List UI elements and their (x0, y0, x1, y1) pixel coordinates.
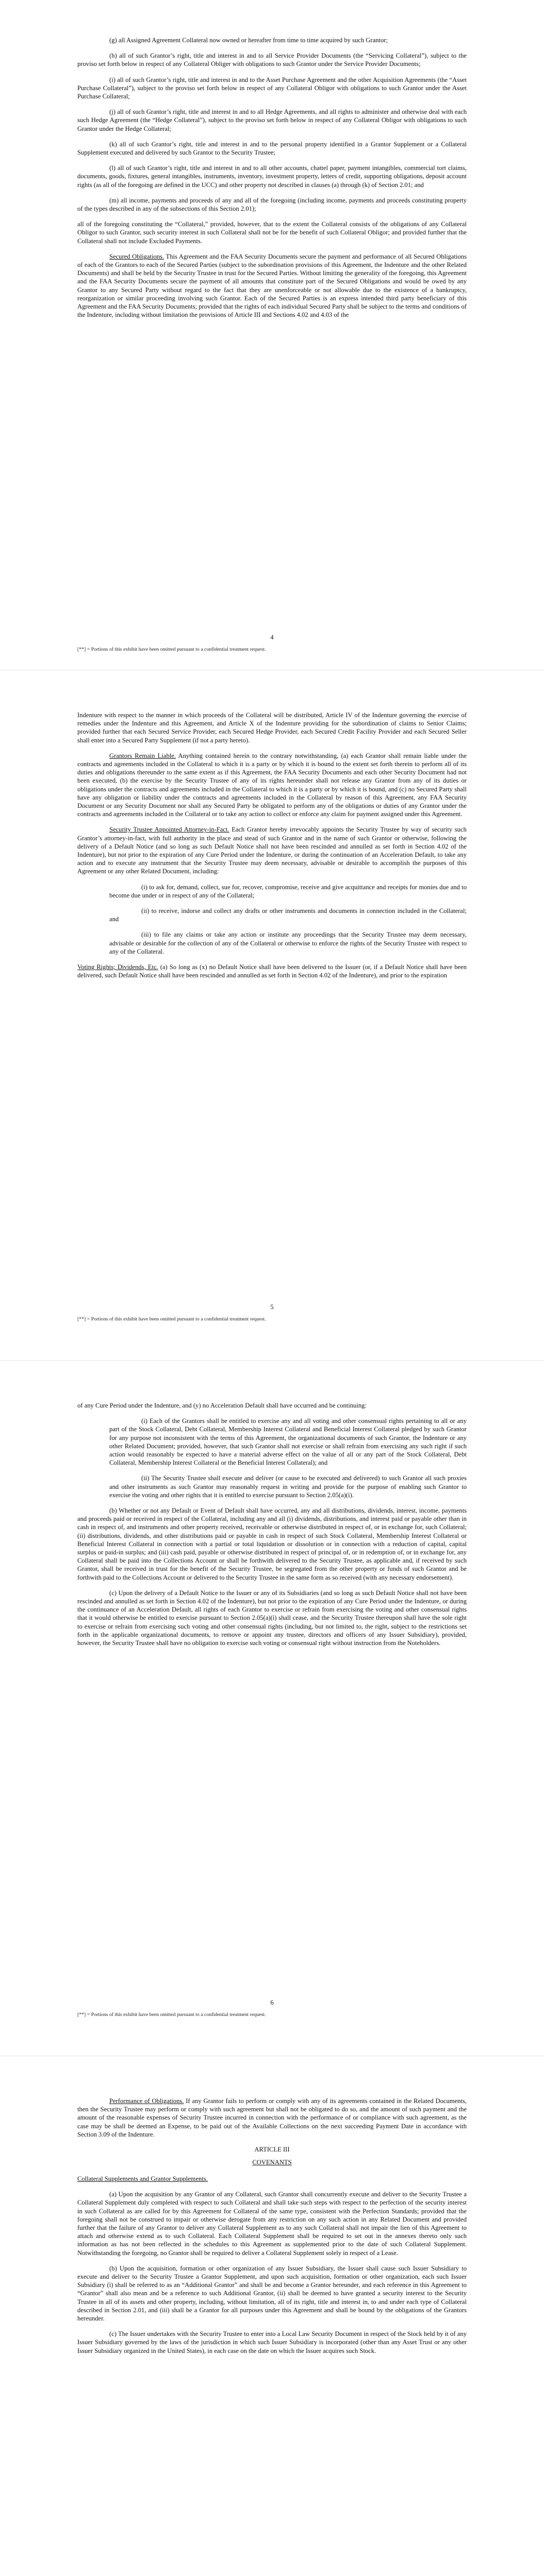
attorney-in-fact-section (77, 825, 467, 875)
grantors-remain-liable-heading: Grantors Remain Liable. (109, 752, 176, 759)
page-separator (0, 1360, 544, 1361)
performance-heading: Performance of Obligations. (109, 2097, 184, 2105)
attorney-in-fact-heading: Security Trustee Appointed Attorney-in-Fact. (109, 826, 229, 834)
clause-h: (h) all of such Grantor’s right, title and interest in and to all Service Provider Documents (the “Servicing Collateral”), subject to the proviso set forth below in respect of any Collateral Obliger with obligations to such Grantor under the Service Provider Documents; (77, 52, 467, 68)
document-page-3 (0, 1381, 544, 2050)
page-number: 5 (270, 1303, 274, 1311)
supplements-clause-a: (a) Upon the acquisition by any Grantor of any Collateral, such Grantor shall concurrently execute and deliver to the Security Trustee a Collateral Supplement duly completed with respect to such Collateral and shall take such steps with respect to the perfection of the security interest in such Collateral as are called for by this Agreement for Collateral of the same type, consistent with the Perfection Standards; provided that the foregoing shall not be construed to impair or otherwise derogate from any restriction on any such action in any Related Document and provided further that the failure of any Grantor to deliver any Collateral Supplement as to any such Collateral shall not impair the lien of this Agreement to attach and otherwise extend as to such Collateral. Each Collateral Supplement shall be required to set out in the annexes thereto only such information as has not been reflected in the schedules to this Agreement as supplemented prior to the date of such Collateral Supplement. Notwithstanding the foregoing, no Grantor shall be required to deliver a Collateral Supplement solely in respect of a Lease. (77, 2191, 467, 2257)
voting-rights-body: (a) So long as (x) no Default Notice shall have been delivered to the Issuer (or, if a Default Notice shall have been delivered, such Default Notice shall have been rescinded and annulled as set forth in Section 4.02 of the Indenture), and prior to the expiration (77, 963, 467, 979)
performance-body: If any Grantor fails to perform or comply with any of its agreements contained in the Related Documents, then the Security Trustee may perform or comply with such agreement but shall not be obligated to do so, and the amount of such payment and the amount of the reasonable expenses of Security Trustee incurred in connection with the performance of or compliance with such agreement, as the case may be shall be deemed an Expense, to be paid out of the Available Collections on the next succeeding Payment Date in accordance with Section 3.09 of the Indenture. (77, 2097, 467, 2138)
clause-m: (m) all income, payments and proceeds of any and all of the foregoing (including income, payments and proceeds constituting property of the types described in any of the subsections of this Section 2.01); (77, 196, 467, 213)
covenants-heading: COVENANTS (252, 2159, 292, 2166)
article-heading: ARTICLE III (254, 2146, 290, 2154)
voting-rights-heading: Voting Rights; Dividends, Etc. (77, 963, 158, 971)
clause-l: (l) all of such Grantor’s right, title and interest in and to all other accounts, chattel paper, payment intangibles, commercial tort claims, documents, goods, fixtures, general intangibles, instruments, inventory, investment property, letters of credit, supporting obligations, deposit account rights (as all of the foregoing are defined in the UCC) and other property not described in clauses (a) through (k) of Section 2.01; and (77, 164, 467, 189)
grantors-remain-liable-section (77, 752, 467, 819)
supplements-clause-b: (b) Upon the acquisition, formation or other organization of any Issuer Subsidiary, the Issuer shall cause such Issuer Subsidiary to execute and deliver to the Security Trustee a Grantor Supplement, and upon such acquisition, formation or other organization, each such Issuer Subsidiary (i) shall be referred to as an “Additional Grantor” and shall be and become a Grantor hereunder, and each reference in this Agreement to “Grantor” shall also mean and be a reference to such Additional Grantor, (ii) shall be deemed to have granted a security interest to the Security Trustee in all of its assets and other property, including, without limitation, all of its right, title and interest in, to and under each type of Collateral described in Section 2.01, and (iii) shall be a Grantor for all purposes under this Agreement and shall be bound by the obligations of the Grantors hereunder. (77, 2264, 467, 2323)
clause-g: (g) all Assigned Agreement Collateral now owned or hereafter from time to time acquired by such Grantor; (109, 37, 388, 44)
voting-clause-a-ii: (ii) The Security Trustee shall execute and deliver (or cause to be executed and delivered) to such Grantor all such proxies and other instruments as such Grantor may reasonably request in writing and provide for the purpose of enabling such Grantor to exercise the voting and other rights that it is entitled to exercise pursuant to Section 2.05(a)(i). (109, 1475, 467, 1499)
page-number: 6 (270, 1999, 274, 2006)
clause-k: (k) all of such Grantor’s right, title and interest in and to the personal property identified in a Grantor Supplement or a Collateral Supplement executed and delivered by such Grantor to the Security Trustee; (77, 140, 467, 157)
document-page-2 (0, 690, 544, 1355)
supplements-clause-c: (c) The Issuer undertakes with the Security Trustee to enter into a Local Law Security Document in respect of the Stock held by it of any Issuer Subsidiary governed by the laws of the jurisdiction in which such Issuer Subsidiary is incorporated (other than any Asset Trust or any other Issuer Subsidiary organized in the United States), in each case on the date on which the Issuer acquires such Stock. (77, 2330, 467, 2354)
continued-paragraph: Indenture with respect to the manner in which proceeds of the Collateral will be distributed, Article IV of the Indenture governing the exercise of remedies under the Indenture and this Agreement, and Article X of the Indenture providing for the subordination of claims to Senior Claims; provided further that each Secured Service Provider, each Secured Hedge Provider, each Secured Credit Facility Provider and each Secured Seller shall enter into a Secured Party Supplement (if not a party hereto). (77, 711, 467, 744)
document-page-1 (0, 0, 544, 670)
voting-clause-a-i: (i) Each of the Grantors shall be entitled to exercise any and all voting and other consensual rights pertaining to all or any part of the Stock Collateral, Debt Collateral, Membership Interest Collateral and Beneficial Interest Collateral pledged by such Grantor for any purpose not inconsistent with the terms of this Agreement, the organizational documents of such Grantor, the Indenture or any other Related Document; provided, however, that such Grantor shall not exercise or shall refrain from exercising any such right if such action would reasonably be expected to have a material adverse effect on the value of all or any part of the Stock Collateral, Debt Collateral, Membership Interest Collateral or the Beneficial Interest Collateral); and (109, 1417, 467, 1467)
footer-note: [**] = Portions of this exhibit have been omitted pursuant to a confidential treatment request. (77, 2012, 266, 2018)
continued-paragraph: of any Cure Period under the Indenture, and (y) no Acceleration Default shall have occurred and be continuing: (77, 1402, 367, 1409)
attorney-clause-ii: (ii) to receive, indorse and collect any drafts or other instruments and documents in connection included in the Collateral; and (109, 907, 467, 923)
attorney-clause-iii: (iii) to file any claims or take any action or institute any proceedings that the Security Trustee may deem necessary, advisable or desirable for the collection of any of the Collateral or otherwise to enforce the rights of the Security Trustee with respect to any of the Collateral. (109, 931, 467, 955)
secured-obligations-section (77, 252, 467, 319)
voting-clause-b: (b) Whether or not any Default or Event of Default shall have occurred, any and all distributions, dividends, interest, income, payments and proceeds paid or received in respect of the Collateral, including any and all (i) dividends, distributions, and interest paid or payable other than in cash in respect of, and instruments and other property received, receivable or otherwise distributed in respect of, or in exchange for, such Collateral; (ii) distributions, dividends, and other distributions paid or payable in cash in respect of such Stock Collateral, Membership Interest Collateral or Beneficial Interest Collateral in connection with a partial or total liquidation or dissolution or in connection with a reduction of capital, capital surplus or paid-in surplus; and (iii) cash paid, payable or otherwise distributed in respect of principal of, or in redemption of, or in exchange for, any Collateral shall be paid into the Collections Account or shall be forthwith delivered to the Security Trustee, as applicable and, if received by such Grantor, shall be received in trust for the benefit of the Security Trustee, be segregated from the other property or funds of such Grantor and be forthwith paid to the Collections Account or delivered to the Security Trustee in the same form as so received (with any necessary endorsement). (77, 1507, 467, 1581)
supplements-heading: Collateral Supplements and Grantor Supplements. (77, 2175, 208, 2183)
attorney-clause-i: (i) to ask for, demand, collect, sue for, recover, compromise, receive and give acquittance and receipts for monies due and to become due under or in respect of any of the Collateral; (109, 883, 467, 899)
performance-section (77, 2097, 467, 2139)
secured-obligations-heading: Secured Obligations. (109, 252, 164, 260)
page-3-body (77, 1401, 467, 1654)
page-4-body (77, 2097, 467, 2362)
clause-j: (j) all of such Grantor’s right, title and interest in and to all Hedge Agreements, and all rights to administer and otherwise deal with each such Hedge Agreement (the “Hedge Collateral”), subject to the proviso set forth below in respect of any Collateral Obligor with obligations to such Grantor under the Hedge Collateral; (77, 108, 467, 132)
footer-note: [**] = Portions of this exhibit have been omitted pursuant to a confidential treatment request. (77, 647, 266, 652)
document-page-4 (0, 2076, 544, 2576)
secured-obligations-body: This Agreement and the FAA Security Documents secure the payment and performance of all Secured Obligations of each of the Grantors to each of the Secured Parties (subject to the subordination provisions of this Agreement, the Indenture and the other Related Documents) and shall be held by the Security Trustee in trust for the Secured Parties. Without limiting the generality of the foregoing, this Agreement and the FAA Security Documents secure the payment of all amounts that constitute part of the Secured Obligations and would be owed by any Grantor to any Secured Party without regard to the fact that they are unenforceable or not allowable due to the existence of a bankruptcy, reorganization or similar proceeding involving such Grantor. Each of the Secured Parties is an express intended third party beneficiary of this Agreement and the FAA Security Documents; provided that the rights of each individual Secured Party shall be subject to the terms and conditions of the Indenture, including without limitation the provisions of Article III and Sections 4.02 and 4.03 of the (77, 252, 467, 319)
clause-i: (i) all of such Grantor’s right, title and interest in and to the Asset Purchase Agreement and the other Acquisition Agreements (the “Asset Purchase Collateral”), subject to the proviso set forth below in respect of any Collateral Obligor with obligations to such Grantor under the Asset Purchase Collateral; (77, 76, 467, 100)
page-2-body (77, 711, 467, 987)
page-1-body (77, 36, 467, 326)
collateral-definition: all of the foregoing constituting the “Collateral,” provided, however, that to the extent the Collateral consists of the obligations of any Collateral Obligor to such Grantor, such security interest in such Collateral shall not be for the benefit of such Collateral Obligor; and provided further that the Collateral shall not include Excluded Payments. (77, 221, 467, 245)
voting-rights-section (77, 963, 467, 979)
attorney-in-fact-body: Each Grantor hereby irrevocably appoints the Security Trustee by way of security such Grantor’s attorney-in-fact, with full authority in the place and stead of such Grantor and in the name of such Grantor or otherwise, following the delivery of a Default Notice (and so long as such Default Notice shall not have been rescinded and annulled as set forth in Section 4.02 of the Indenture), but not prior to the expiration of any Cure Period under the Indenture, or during the continuation of an Acceleration Default, to take any action and to execute any instrument that the Security Trustee may deem necessary, advisable or desirable to accomplish the purposes of this Agreement or any other Related Document, including: (77, 826, 467, 875)
grantors-remain-liable-body: Anything contained herein to the contrary notwithstanding, (a) each Grantor shall remain liable under the contracts and agreements included in the Collateral to which it is a party or by which it is bound to the extent set forth therein to perform all of its duties and obligations thereunder to the same extent as if this Agreement, the FAA Security Documents and each other Security Document had not been executed, (b) the exercise by the Security Trustee of any of its rights hereunder shall not release any Grantor from any of its duties or obligations under the contracts and agreements included in the Collateral to which it is a party or by which it is bound, and (c) no Secured Party shall have any obligation or liability under the contracts and agreements included in the Collateral by reason of this Agreement, any FAA Security Document or any Security Document nor shall any Secured Party be obligated to perform any of the obligations or duties of any Grantor under the contracts and agreements included in the Collateral or to take any action to collect or enforce any claim for payment assigned under this Agreement. (77, 752, 467, 818)
page-number: 4 (270, 634, 274, 641)
voting-clause-c: (c) Upon the delivery of a Default Notice to the Issuer or any of its Subsidiaries (and so long as such Default Notice shall not have been rescinded and annulled as set forth in Section 4.02 of the Indenture), but not prior to the expiration of any Cure Period under the Indenture, or during the continuance of an Acceleration Default, all rights of each Grantor to exercise or refrain from exercising the voting and other consensual rights that it would otherwise be entitled to exercise pursuant to Section 2.05(a)(i) shall cease, and the Security Trustee thereupon shall have the sole right to exercise or refrain from exercising such voting and other consensual rights (including, but not limited to, the right, subject to the restrictions set forth in the applicable organizational documents, to remove or appoint any trustee, directors and officers of any Issuer Subsidiary), provided, however, the Security Trustee shall have no obligation to exercise such voting or consensual right without instruction from the Noteholders. (77, 1589, 467, 1647)
footer-note: [**] = Portions of this exhibit have been omitted pursuant to a confidential treatment request. (77, 1316, 266, 1322)
